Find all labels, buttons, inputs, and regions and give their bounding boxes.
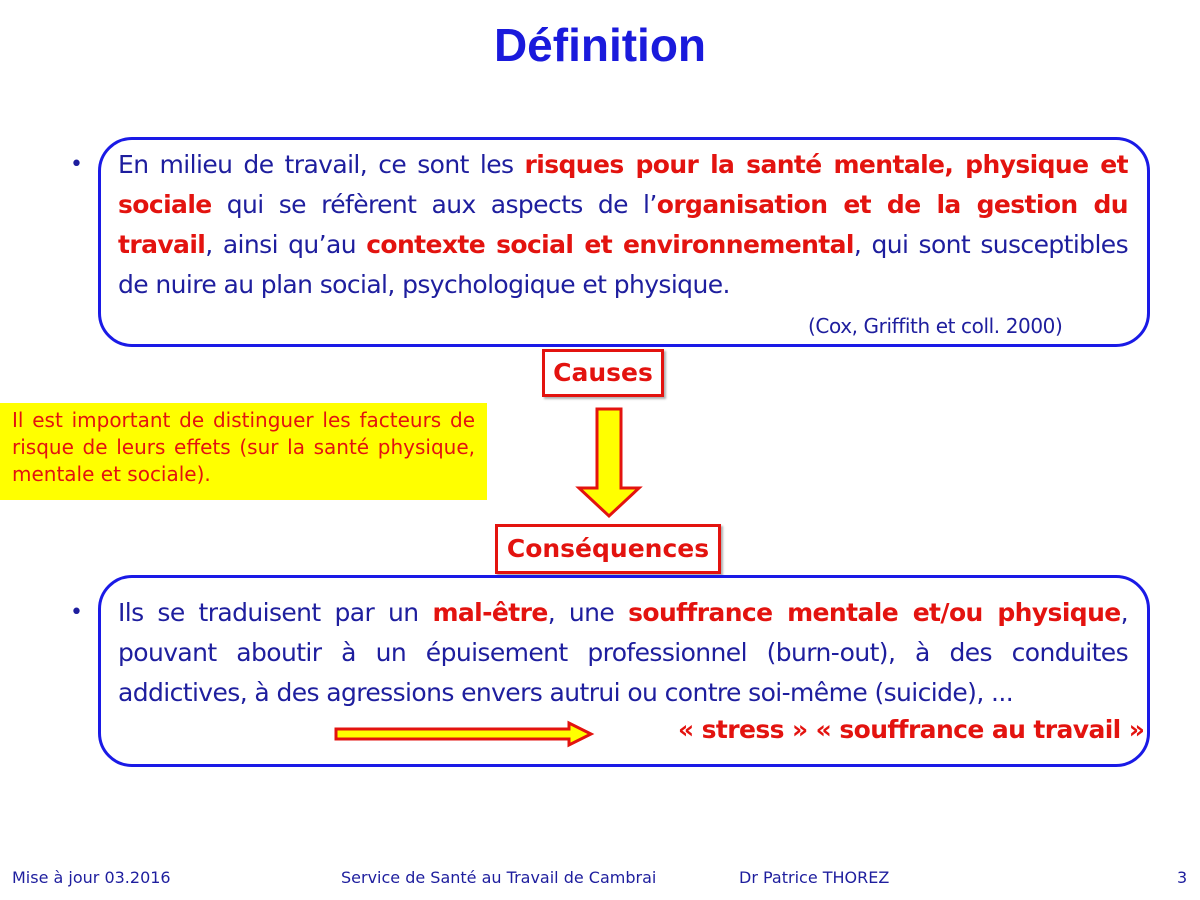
body-text: , pouvant aboutir à un épuisement professionnel (burn-out), à des conduites addictives, à des agressions envers autrui ou contre soi-même (suicide), ...	[118, 598, 1128, 707]
footer-page-number: 3	[1177, 868, 1188, 887]
body-text: , ainsi qu’au	[205, 230, 367, 259]
note-box: Il est important de distinguer les facteurs de risque de leurs effets (sur la santé physique, mentale et sociale).	[0, 403, 487, 500]
slide-title: Définition	[493, 19, 707, 71]
bullet-2: •	[70, 600, 83, 625]
body-text: En milieu de travail, ce sont les	[118, 150, 525, 179]
body-text: Ils se traduisent par un	[118, 598, 433, 627]
right-arrow-icon	[333, 720, 595, 748]
down-arrow-icon	[575, 406, 643, 520]
causes-label: Causes	[542, 349, 664, 397]
emphasis-text: mal-être	[432, 598, 548, 627]
footer-date: Mise à jour 03.2016	[12, 868, 171, 887]
body-text: qui se réfèrent aux aspects de l’	[211, 190, 657, 219]
consequences-label: Conséquences	[495, 524, 721, 574]
emphasis-text: contexte social et environnemental	[366, 230, 854, 259]
body-text: , une	[547, 598, 629, 627]
consequences-text	[118, 593, 1128, 713]
footer-author: Dr Patrice THOREZ	[739, 868, 890, 887]
body-text: , qui sont susceptibles de nuire au plan social, psychologique et physique.	[118, 230, 1128, 299]
bullet-1: •	[70, 152, 83, 177]
citation: (Cox, Griffith et coll. 2000)	[808, 314, 1063, 338]
stress-label: « stress » « souffrance au travail »	[678, 715, 1145, 744]
emphasis-text: organisation et de la gestion du travail	[118, 190, 1128, 259]
definition-text	[118, 145, 1128, 305]
emphasis-text: risques pour la santé mentale, physique et sociale	[118, 150, 1128, 219]
emphasis-text: souffrance mentale et/ou physique	[628, 598, 1121, 627]
footer-service: Service de Santé au Travail de Cambrai	[341, 868, 657, 887]
